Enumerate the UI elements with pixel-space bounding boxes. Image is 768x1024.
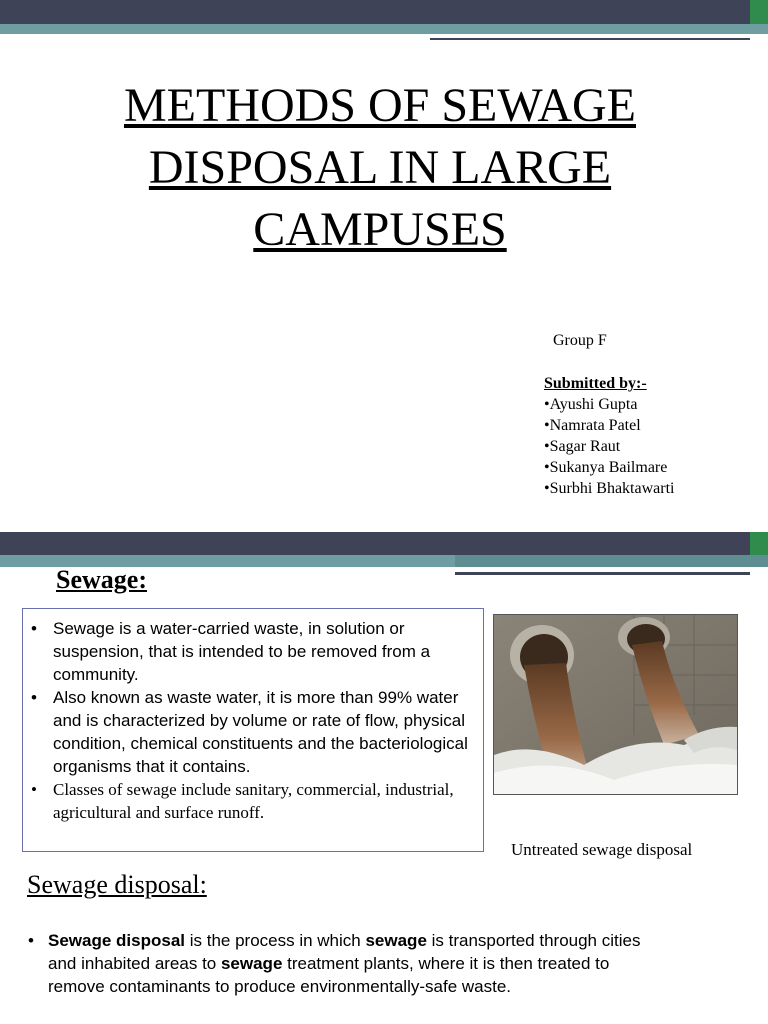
- list-item: • Sewage is a water-carried waste, in solution or suspension, that is intended to be removed from a community.: [53, 617, 475, 686]
- member-name: •Ayushi Gupta: [544, 396, 638, 413]
- sewage-definition-box: [22, 608, 484, 852]
- member-name: •Sagar Raut: [544, 438, 621, 455]
- slide-title: METHODS OF SEWAGE DISPOSAL IN LARGE CAMPUSES: [123, 79, 636, 256]
- slide1-header-band: [0, 0, 768, 48]
- sewage-pipes-photo: [493, 614, 738, 795]
- submitted-by-label: Submitted by:-: [544, 375, 647, 392]
- member-name: •Sukanya Bailmare: [544, 459, 668, 476]
- sewage-disposal-paragraph: • Sewage disposal is the process in which sewage is transported through cities and inhabited areas to sewage treatment plants, where it is then treated to remove contaminants to produce environmentally-safe waste.: [28, 929, 668, 998]
- list-item: • Also known as waste water, it is more than 99% water and is characterized by volume or rate of flow, physical condition, chemical constituents and the bacteriological organisms that it contains.: [53, 686, 475, 778]
- group-label: Group F: [553, 332, 607, 349]
- list-item: • Classes of sewage include sanitary, commercial, industrial, agricultural and surface runoff.: [53, 778, 475, 824]
- member-name: •Surbhi Bhaktawarti: [544, 480, 675, 497]
- photo-caption: Untreated sewage disposal: [511, 840, 693, 859]
- sewage-disposal-heading: Sewage disposal:: [27, 870, 207, 899]
- member-name: •Namrata Patel: [544, 417, 641, 434]
- sewage-heading: Sewage:: [56, 565, 147, 594]
- submitted-by-block: [544, 373, 674, 499]
